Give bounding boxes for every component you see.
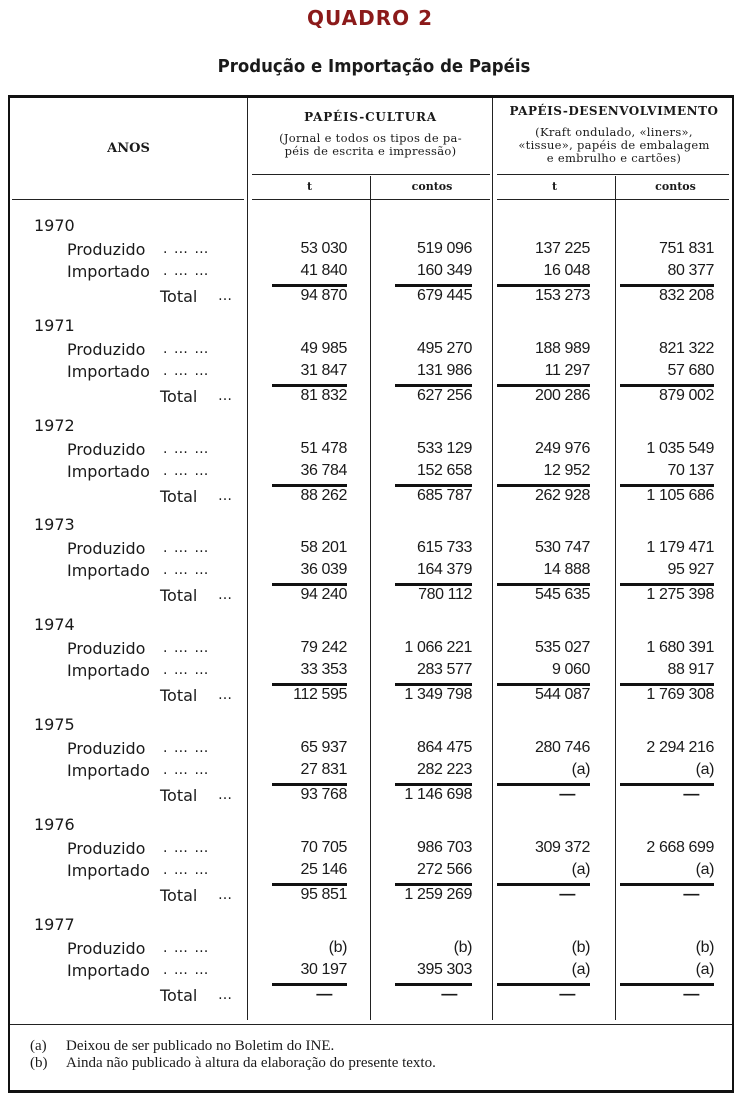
- table-cell: 395 303: [416, 960, 472, 978]
- table-cell: 80 377: [667, 262, 714, 279]
- table-cell: 79 242: [300, 639, 347, 657]
- leader-dots: …: [218, 587, 233, 604]
- row-label-total: Total: [160, 386, 198, 406]
- footnote-key: (b): [30, 1055, 48, 1071]
- unit-desenv-contos: contos: [655, 180, 696, 193]
- table-cell: —: [316, 985, 332, 1003]
- subtotal-underline: [272, 883, 347, 886]
- table-cell: (b): [328, 938, 347, 956]
- table-cell: 1 035 549: [646, 439, 714, 457]
- table-cell: 495 270: [416, 339, 472, 357]
- table-cell: (b): [571, 938, 590, 956]
- year-label: 1975: [34, 715, 75, 734]
- table-cell: 282 223: [416, 761, 472, 778]
- table-cell: 1 105 686: [646, 486, 714, 504]
- row-label-produced: Produzido: [67, 938, 146, 958]
- table-cell: —: [559, 885, 575, 903]
- units-top-rule-1: [252, 174, 490, 175]
- subtotal-underline: [620, 683, 714, 686]
- table-cell: 152 658: [416, 461, 472, 479]
- table-cell: 94 240: [300, 586, 347, 604]
- table-cell: 280 746: [534, 739, 590, 756]
- row-label-produced: Produzido: [67, 539, 146, 559]
- table-cell: 309 372: [534, 838, 590, 856]
- table-cell: 1 179 471: [646, 539, 714, 557]
- table-cell: 25 146: [300, 860, 347, 878]
- table-cell: 11 297: [544, 361, 590, 379]
- table-cell: 535 027: [534, 639, 590, 657]
- subtotal-underline: [395, 284, 472, 287]
- table-cell: 545 635: [534, 586, 590, 604]
- row-label-total: Total: [160, 885, 198, 905]
- leader-dots: . … …: [163, 462, 210, 479]
- table-cell: 95 927: [667, 561, 714, 579]
- subtotal-underline: [497, 983, 590, 986]
- col-divider-years: [247, 98, 248, 1020]
- table-cell: 272 566: [416, 860, 472, 878]
- table-cell: —: [683, 985, 699, 1003]
- subtotal-underline: [620, 783, 714, 786]
- year-label: 1974: [34, 615, 75, 635]
- table-cell: 519 096: [416, 240, 472, 257]
- table-cell: 137 225: [534, 240, 590, 257]
- subtotal-underline: [272, 583, 347, 586]
- leader-dots: . … …: [163, 241, 210, 257]
- subtotal-underline: [395, 883, 472, 886]
- row-label-total: Total: [160, 287, 198, 306]
- row-label-imported: Importado: [67, 860, 150, 880]
- table-cell: —: [559, 786, 575, 803]
- table-cell: 57 680: [667, 361, 714, 379]
- table-cell: —: [559, 985, 575, 1003]
- subtotal-underline: [272, 484, 347, 487]
- table-cell: 93 768: [300, 786, 347, 803]
- table-cell: 164 379: [416, 561, 472, 579]
- table-cell: (b): [695, 938, 714, 956]
- subtotal-underline: [620, 384, 714, 387]
- table-cell: 81 832: [300, 386, 347, 404]
- leader-dots: . … …: [163, 562, 210, 579]
- table-cell: 31 847: [300, 361, 347, 379]
- table-cell: 53 030: [300, 240, 347, 257]
- header-desenv-desc-2: «tissue», papéis de embalagem: [518, 138, 710, 152]
- table-cell: —: [683, 786, 699, 803]
- header-cultura-desc-2: péis de escrita e impressão): [284, 144, 457, 158]
- subtotal-underline: [497, 484, 590, 487]
- table-cell: 2 294 216: [646, 739, 714, 756]
- leader-dots: …: [218, 986, 233, 1003]
- year-label: 1977: [34, 914, 75, 934]
- row-label-imported: Importado: [67, 561, 150, 581]
- table-cell: 160 349: [416, 262, 472, 279]
- table-cell: (a): [571, 761, 590, 778]
- col-divider-groups: [492, 98, 493, 1020]
- table-cell: 12 952: [543, 461, 590, 479]
- table-title: Produção e Importação de Papéis: [217, 56, 531, 77]
- table-cell: —: [441, 985, 457, 1003]
- table-cell: 27 831: [300, 761, 347, 778]
- subtotal-underline: [620, 484, 714, 487]
- leader-dots: . … …: [163, 640, 210, 657]
- header-bottom-rule-2: [252, 199, 490, 200]
- row-label-total: Total: [160, 486, 198, 506]
- table-cell: 262 928: [534, 486, 590, 504]
- table-cell: 530 747: [534, 539, 590, 557]
- row-label-imported: Importado: [67, 761, 150, 780]
- subtotal-underline: [620, 883, 714, 886]
- table-cell: 49 985: [300, 339, 347, 357]
- row-label-produced: Produzido: [67, 439, 146, 459]
- header-desenv-desc-3: e embrulho e cartões): [546, 151, 682, 165]
- table-cell: 1 066 221: [404, 639, 472, 657]
- subtotal-underline: [497, 384, 590, 387]
- table-cell: 36 784: [300, 461, 347, 479]
- leader-dots: . … …: [163, 861, 210, 878]
- subtotal-underline: [497, 683, 590, 686]
- table-cell: 627 256: [416, 386, 472, 404]
- unit-cultura-t: t: [306, 180, 313, 193]
- subtotal-underline: [272, 983, 347, 986]
- subtotal-underline: [395, 384, 472, 387]
- table-cell: (b): [453, 938, 472, 956]
- footnote-text: Deixou de ser publicado no Boletim do INE.: [66, 1038, 335, 1054]
- leader-dots: . … …: [163, 939, 210, 956]
- table-cell: 1 146 698: [404, 786, 472, 803]
- subtotal-underline: [620, 983, 714, 986]
- header-papeis-desenvolvimento: PAPÉIS-DESENVOLVIMENTO: [509, 104, 719, 118]
- subtotal-underline: [497, 883, 590, 886]
- row-label-produced: Produzido: [67, 639, 146, 659]
- row-label-total: Total: [160, 686, 198, 706]
- row-label-produced: Produzido: [67, 739, 146, 758]
- row-label-total: Total: [160, 586, 198, 606]
- leader-dots: . … …: [163, 839, 210, 856]
- row-label-imported: Importado: [67, 262, 150, 281]
- footnote-key: (a): [30, 1038, 47, 1054]
- row-label-imported: Importado: [67, 661, 150, 681]
- unit-desenv-t: t: [551, 180, 558, 193]
- year-label: 1970: [34, 216, 75, 235]
- leader-dots: …: [218, 288, 233, 304]
- table-cell: 751 831: [658, 240, 714, 257]
- table-cell: (a): [571, 860, 590, 878]
- table-cell: 200 286: [534, 386, 590, 404]
- table-cell: 41 840: [300, 262, 347, 279]
- leader-dots: …: [218, 487, 233, 504]
- leader-dots: . … …: [163, 362, 210, 379]
- leader-dots: . … …: [163, 263, 210, 279]
- table-cell: 986 703: [416, 838, 472, 856]
- table-cell: 780 112: [418, 586, 472, 604]
- row-label-imported: Importado: [67, 361, 150, 381]
- row-label-total: Total: [160, 786, 198, 805]
- table-cell: 36 039: [300, 561, 347, 579]
- leader-dots: . … …: [163, 662, 210, 679]
- footnote-b: [30, 1055, 436, 1072]
- leader-dots: . … …: [163, 740, 210, 756]
- subtotal-underline: [395, 683, 472, 686]
- leader-dots: . … …: [163, 540, 210, 557]
- table-cell: 94 870: [300, 287, 347, 304]
- table-cell: 33 353: [300, 661, 347, 679]
- header-papeis-cultura: PAPÉIS-CULTURA: [304, 110, 437, 124]
- units-top-rule-2: [497, 174, 729, 175]
- table-cell: 9 060: [551, 661, 590, 679]
- subtotal-underline: [395, 484, 472, 487]
- footnote-text: Ainda não publicado à altura da elaboração do presente texto.: [66, 1055, 436, 1071]
- leader-dots: . … …: [163, 961, 210, 978]
- subtotal-underline: [272, 783, 347, 786]
- subtotal-underline: [272, 683, 347, 686]
- table-cell: 188 989: [534, 339, 590, 357]
- table-cell: 65 937: [300, 739, 347, 756]
- table-cell: 1 259 269: [404, 885, 472, 903]
- table-cell: 131 986: [416, 361, 472, 379]
- table-cell: 88 917: [667, 661, 714, 679]
- table-cell: 864 475: [416, 739, 472, 756]
- year-label: 1971: [34, 315, 75, 335]
- subtotal-underline: [620, 284, 714, 287]
- footnote-rule: [10, 1024, 732, 1025]
- subtotal-underline: [272, 384, 347, 387]
- subtotal-underline: [497, 583, 590, 586]
- table-cell: 1 680 391: [646, 639, 714, 657]
- table-cell: (a): [571, 960, 590, 978]
- table-cell: 821 322: [658, 339, 714, 357]
- year-label: 1976: [34, 814, 75, 834]
- leader-dots: …: [218, 387, 233, 404]
- table-cell: 70 137: [667, 461, 714, 479]
- table-cell: 533 129: [416, 439, 472, 457]
- subtotal-underline: [620, 583, 714, 586]
- leader-dots: . … …: [163, 762, 210, 778]
- leader-dots: …: [218, 787, 233, 803]
- table-cell: 685 787: [416, 486, 472, 504]
- row-label-imported: Importado: [67, 960, 150, 980]
- unit-cultura-contos: contos: [411, 180, 453, 193]
- table-number: QUADRO 2: [307, 6, 433, 30]
- table-cell: 112 595: [293, 686, 347, 704]
- subtotal-underline: [395, 583, 472, 586]
- subtotal-underline: [497, 783, 590, 786]
- table-cell: (a): [695, 960, 714, 978]
- table-cell: 30 197: [300, 960, 347, 978]
- table-cell: 283 577: [416, 661, 472, 679]
- table-cell: 153 273: [534, 287, 590, 304]
- subtotal-underline: [272, 284, 347, 287]
- table-cell: 615 733: [416, 539, 472, 557]
- table-cell: 249 976: [534, 439, 590, 457]
- row-label-imported: Importado: [67, 461, 150, 481]
- header-desenv-desc-1: (Kraft ondulado, «liners»,: [535, 125, 693, 139]
- year-label: 1973: [34, 515, 75, 535]
- table-cell: 679 445: [416, 287, 472, 304]
- header-bottom-rule-3: [497, 199, 729, 200]
- table-cell: 1 275 398: [646, 586, 714, 604]
- header-anos: ANOS: [107, 141, 150, 156]
- table-cell: 70 705: [300, 838, 347, 856]
- table-cell: 2 668 699: [646, 838, 714, 856]
- table-cell: 51 478: [300, 439, 347, 457]
- header-cultura-desc-1: (Jornal e todos os tipos de pa-: [279, 131, 462, 145]
- subtotal-underline: [395, 783, 472, 786]
- table-cell: 544 087: [534, 686, 590, 704]
- table-cell: —: [683, 885, 699, 903]
- leader-dots: …: [218, 687, 233, 704]
- table-cell: 879 002: [658, 386, 714, 404]
- footnote-a: [30, 1038, 334, 1055]
- row-label-total: Total: [160, 985, 198, 1005]
- table-cell: 14 888: [543, 561, 590, 579]
- row-label-produced: Produzido: [67, 838, 146, 858]
- leader-dots: . … …: [163, 340, 210, 357]
- subtotal-underline: [395, 983, 472, 986]
- table-cell: 88 262: [300, 486, 347, 504]
- header-bottom-rule-1: [12, 199, 244, 200]
- leader-dots: …: [218, 886, 233, 903]
- row-label-produced: Produzido: [67, 240, 146, 259]
- table-cell: (a): [695, 761, 714, 778]
- table-cell: 1 349 798: [404, 686, 472, 704]
- row-label-produced: Produzido: [67, 339, 146, 359]
- table-cell: 1 769 308: [646, 686, 714, 704]
- year-label: 1972: [34, 415, 75, 435]
- table-cell: (a): [695, 860, 714, 878]
- table-cell: 16 048: [543, 262, 590, 279]
- subtotal-underline: [497, 284, 590, 287]
- leader-dots: . … …: [163, 440, 210, 457]
- table-cell: 95 851: [300, 885, 347, 903]
- table-cell: 832 208: [658, 287, 714, 304]
- table-cell: 58 201: [300, 539, 347, 557]
